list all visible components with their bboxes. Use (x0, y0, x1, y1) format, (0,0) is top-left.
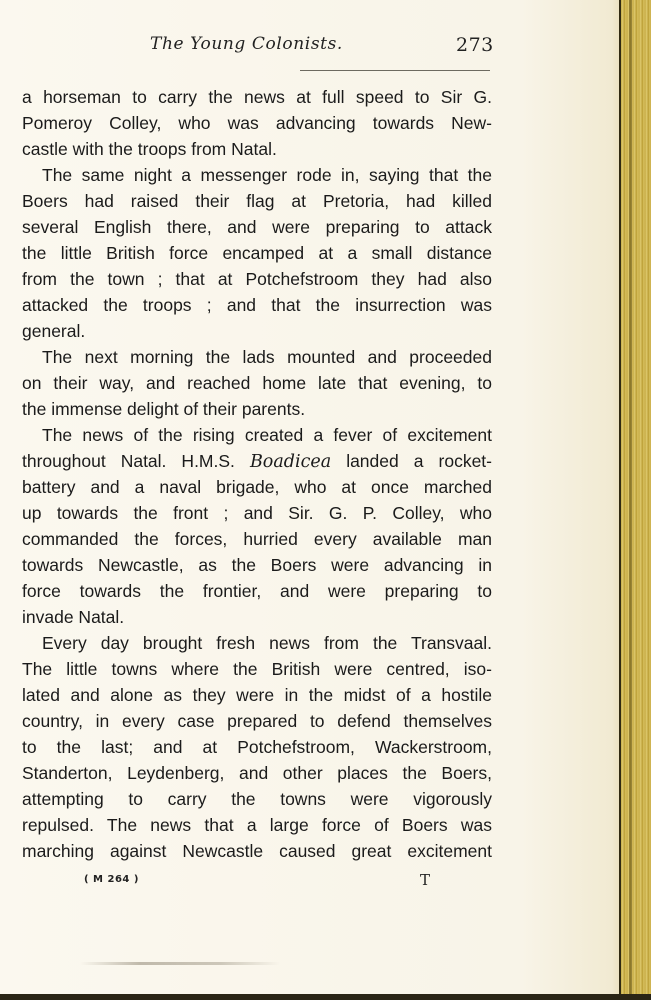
text-line: Standerton, Leydenberg, and other places the Boers, (22, 763, 492, 783)
gilt-page-edge (619, 0, 651, 1000)
text-line: The next morning the lads mounted and proceeded (42, 347, 492, 367)
text-line: attacked the troops ; and that the insurrection was (22, 295, 492, 315)
ship-name: Boadicea (249, 452, 332, 472)
text-line: up towards the front ; and Sir. G. P. Colley, who (22, 503, 492, 523)
page-number: 273 (456, 34, 494, 56)
running-title: The Young Colonists. (150, 34, 343, 54)
header-rule (300, 70, 490, 71)
bottom-shadow (0, 994, 651, 1000)
text-line: general. (22, 321, 86, 341)
text-line: The news of the rising created a fever of excitement (42, 425, 492, 445)
text-line: throughout Natal. H.M.S. Boadicea landed a rocket- (22, 451, 492, 472)
text-line: repulsed. The news that a large force of Boers was (22, 815, 492, 835)
text-line: the immense delight of their parents. (22, 399, 306, 419)
text-line: towards Newcastle, as the Boers were advancing in (22, 555, 492, 575)
text-line: Boers had raised their flag at Pretoria, had killed (22, 191, 492, 211)
text-line: a horseman to carry the news at full speed to Sir G. (22, 87, 492, 107)
body-text (22, 84, 492, 864)
text-line: The same night a messenger rode in, saying that the (42, 165, 492, 185)
text-line: attempting to carry the towns were vigorously (22, 789, 492, 809)
running-head (0, 34, 600, 58)
text-line: from the town ; that at Potchefstroom they had also (22, 269, 492, 289)
text-line: lated and alone as they were in the midst of a hostile (22, 685, 492, 705)
printer-signature-mark: ( M 264 ) (84, 874, 139, 885)
text-line: Pomeroy Colley, who was advancing towards New- (22, 113, 492, 133)
text-line: Every day brought fresh news from the Transvaal. (42, 633, 492, 653)
text-line: The little towns where the British were centred, iso- (22, 659, 492, 679)
text-line: the little British force encamped at a small distance (22, 243, 492, 263)
text-line: on their way, and reached home late that evening, to (22, 373, 492, 393)
text-line: castle with the troops from Natal. (22, 139, 277, 159)
page-smudge (80, 962, 280, 965)
text-line: several English there, and were preparing to attack (22, 217, 492, 237)
text-line: country, in every case prepared to defend themselves (22, 711, 492, 731)
signature-letter: T (420, 871, 431, 889)
text-line: invade Natal. (22, 607, 125, 627)
text-line: marching against Newcastle caused great excitement (22, 841, 492, 861)
text-line: battery and a naval brigade, who at once marched (22, 477, 492, 497)
text-line: commanded the forces, hurried every available man (22, 529, 492, 549)
text-line: to the last; and at Potchefstroom, Wackerstroom, (22, 737, 492, 757)
text-line: force towards the frontier, and were preparing to (22, 581, 492, 601)
